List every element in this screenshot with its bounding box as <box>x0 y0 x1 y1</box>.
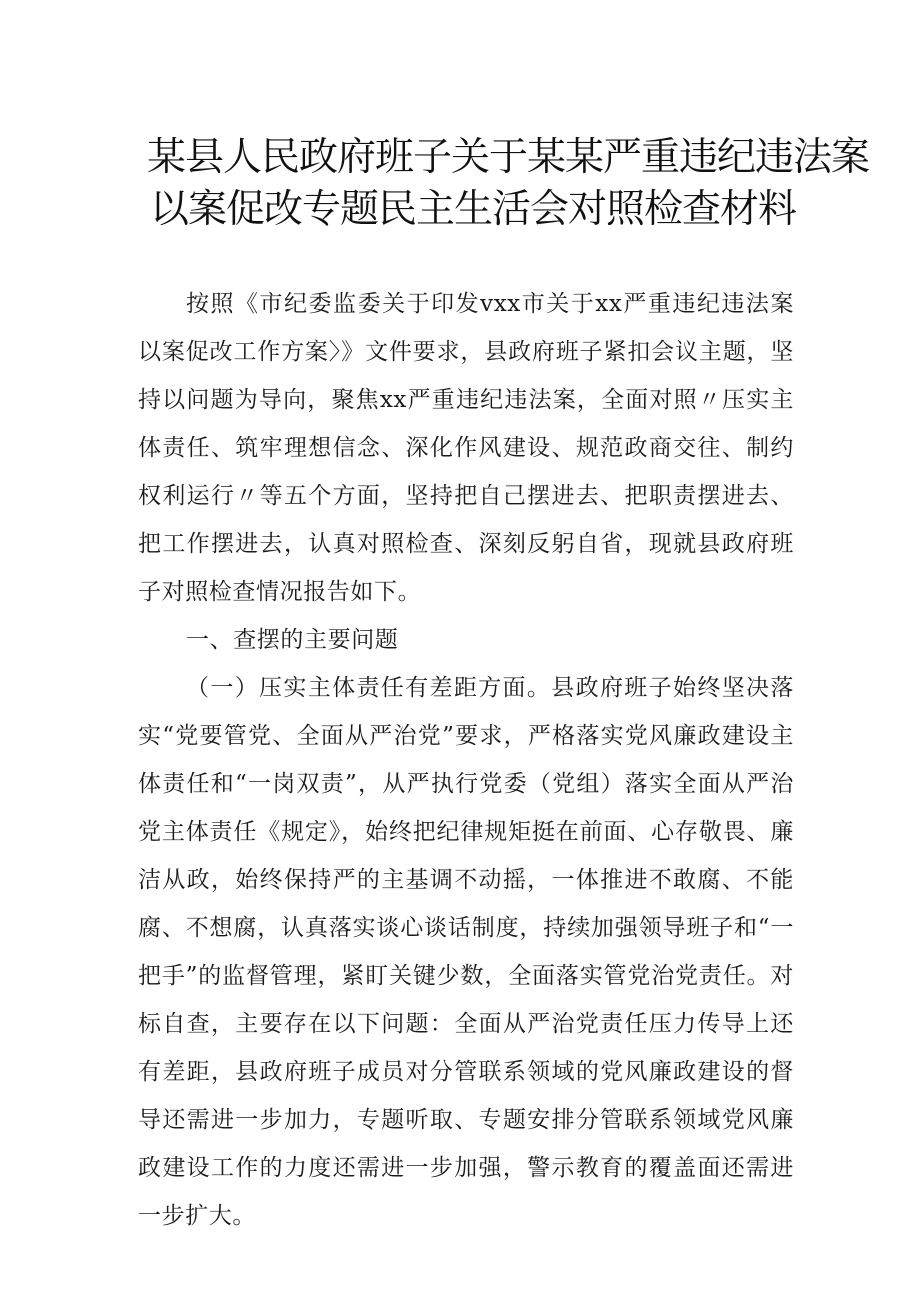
intro-paragraph: 按照《市纪委监委关于印发vxx市关于xx严重违纪违法案以案促改工作方案〉》文件要求，县政府班子紧扣会议主题，坚持以问题为导向，聚焦xx严重违纪违法案，全面对照〃压实主体责任、筑牢理想信念、深化作风建设、规范政商交往、制约权利运行〃等五个方面，坚持把自己摆进去、把职责摆进去、把工作摆进去，认真对照检查、深刻反躬自省，现就县政府班子对照检查情况报告如下。 <box>138 291 794 605</box>
document-title-line-1: 某县人民政府班子关于某某严重违纪违法案 <box>147 135 870 180</box>
section-paragraph: （一）压实主体责任有差距方面。县政府班子始终坚决落实“党要管党、全面从严治党”要求，严格落实党风廉政建设主体责任和“一岗双责”，从严执行党委（党组）落实全面从严治党主体责任《规定》，始终把纪律规矩挺在前面、心存敬畏、廉洁从政，始终保持严的主基调不动摇，一体推进不敢腐、不能腐、不想腐，认真落实谈心谈话制度，持续加强领导班子和“一把手”的监督管理，紧盯关键少数，全面落实管党治党责任。对标自查，主要存在以下问题：全面从严治党责任压力传导上还有差距，县政府班子成员对分管联系领域的党风廉政建设的督导还需进一步加力，专题听取、专题安排分管联系领域党风廉政建设工作的力度还需进一步加强，警示教育的覆盖面还需进一步扩大。 <box>138 675 794 1229</box>
document-body <box>138 280 794 1240</box>
document-title-line-2: 以案促改专题民主生活会对照检查材料 <box>150 187 797 232</box>
section-heading: 一、查摆的主要问题 <box>186 627 399 653</box>
